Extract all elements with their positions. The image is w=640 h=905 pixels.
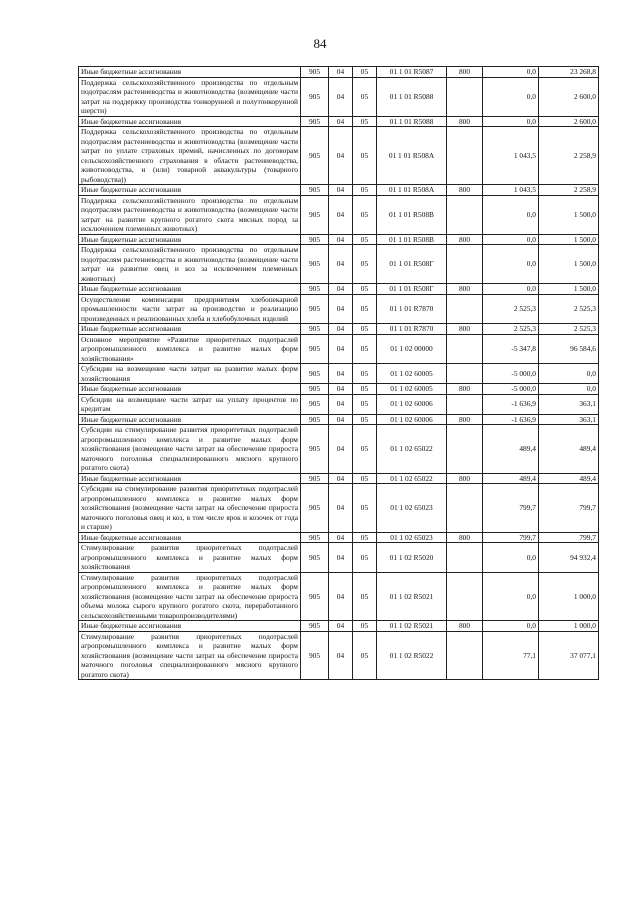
section-code: 04	[329, 245, 353, 284]
subsection-code: 05	[353, 364, 377, 384]
target-article-code: 01 1 02 65023	[377, 484, 447, 533]
ministry-code: 905	[301, 473, 329, 484]
ministry-code: 905	[301, 245, 329, 284]
target-article-code: 01 1 01 R508Г	[377, 245, 447, 284]
ministry-code: 905	[301, 67, 329, 78]
total-amount: 799,7	[539, 484, 599, 533]
ministry-code: 905	[301, 116, 329, 127]
ministry-code: 905	[301, 127, 329, 185]
target-article-code: 01 1 01 R5087	[377, 67, 447, 78]
target-article-code: 01 1 02 R5022	[377, 631, 447, 680]
expense-type-code	[447, 484, 483, 533]
expense-type-code	[447, 543, 483, 573]
expense-type-code: 800	[447, 284, 483, 295]
row-description: Иные бюджетные ассигнования	[79, 185, 301, 196]
section-code: 04	[329, 364, 353, 384]
row-description: Субсидии на возмещение части затрат на уплату процентов по кредитам	[79, 394, 301, 414]
subsection-code: 05	[353, 245, 377, 284]
ministry-code: 905	[301, 621, 329, 632]
total-amount: 2 258,9	[539, 127, 599, 185]
ministry-code: 905	[301, 572, 329, 621]
total-amount: 1 500,0	[539, 234, 599, 245]
expense-type-code	[447, 425, 483, 474]
expense-type-code: 800	[447, 384, 483, 395]
ministry-code: 905	[301, 185, 329, 196]
target-article-code: 01 1 01 R5088	[377, 77, 447, 116]
table-row	[79, 394, 599, 414]
table-row	[79, 185, 599, 196]
section-code: 04	[329, 334, 353, 364]
total-amount: 96 584,6	[539, 334, 599, 364]
subsection-code: 05	[353, 77, 377, 116]
expense-type-code	[447, 77, 483, 116]
table-row	[79, 77, 599, 116]
subsection-code: 05	[353, 334, 377, 364]
target-article-code: 01 1 01 R7870	[377, 294, 447, 324]
change-amount: 0,0	[483, 77, 539, 116]
expense-type-code	[447, 572, 483, 621]
expense-type-code	[447, 127, 483, 185]
row-description: Иные бюджетные ассигнования	[79, 621, 301, 632]
total-amount: 1 000,0	[539, 572, 599, 621]
table-row	[79, 543, 599, 573]
ministry-code: 905	[301, 543, 329, 573]
subsection-code: 05	[353, 67, 377, 78]
ministry-code: 905	[301, 384, 329, 395]
change-amount: 0,0	[483, 543, 539, 573]
total-amount: 37 077,1	[539, 631, 599, 680]
table-row	[79, 324, 599, 335]
row-description: Стимулирование развития приоритетных подотраслей агропромышленного комплекса и развитие малых форм хозяйствования (возмещение части затрат на обеспечение прироста маточного поголовья специализированного мясного крупного рогатого скота)	[79, 631, 301, 680]
table-row	[79, 414, 599, 425]
table-row	[79, 473, 599, 484]
subsection-code: 05	[353, 185, 377, 196]
total-amount: 23 268,8	[539, 67, 599, 78]
change-amount: 0,0	[483, 284, 539, 295]
target-article-code: 01 1 01 R7870	[377, 324, 447, 335]
expense-type-code	[447, 245, 483, 284]
row-description: Иные бюджетные ассигнования	[79, 324, 301, 335]
total-amount: 2 525,3	[539, 324, 599, 335]
section-code: 04	[329, 394, 353, 414]
row-description: Поддержка сельскохозяйственного производства по отдельным подотраслям растениеводства и животноводства (возмещение части затрат на развитие крупного рогатого скота мясных пород за исключением племенных животных)	[79, 195, 301, 234]
subsection-code: 05	[353, 195, 377, 234]
page-number: 84	[313, 36, 327, 51]
subsection-code: 05	[353, 532, 377, 543]
section-code: 04	[329, 621, 353, 632]
total-amount: 0,0	[539, 384, 599, 395]
section-code: 04	[329, 234, 353, 245]
section-code: 04	[329, 116, 353, 127]
change-amount: 1 043,5	[483, 127, 539, 185]
row-description: Иные бюджетные ассигнования	[79, 473, 301, 484]
subsection-code: 05	[353, 414, 377, 425]
expense-type-code: 800	[447, 234, 483, 245]
total-amount: 2 525,3	[539, 294, 599, 324]
ministry-code: 905	[301, 234, 329, 245]
ministry-code: 905	[301, 364, 329, 384]
expense-type-code	[447, 364, 483, 384]
section-code: 04	[329, 284, 353, 295]
expense-type-code: 800	[447, 185, 483, 196]
change-amount: 0,0	[483, 116, 539, 127]
section-code: 04	[329, 127, 353, 185]
total-amount: 2 600,0	[539, 116, 599, 127]
section-code: 04	[329, 185, 353, 196]
change-amount: 489,4	[483, 473, 539, 484]
row-description: Осуществление компенсации предприятиям хлебопекарной промышленности части затрат на производство и реализацию произведенных и реализованных хлеба и хлебобулочных изделий	[79, 294, 301, 324]
target-article-code: 01 1 01 R5088	[377, 116, 447, 127]
section-code: 04	[329, 414, 353, 425]
subsection-code: 05	[353, 284, 377, 295]
total-amount: 1 500,0	[539, 284, 599, 295]
change-amount: 0,0	[483, 621, 539, 632]
table-row	[79, 234, 599, 245]
change-amount: 1 043,5	[483, 185, 539, 196]
row-description: Стимулирование развития приоритетных подотраслей агропромышленного комплекса и развитие малых форм хозяйствования	[79, 543, 301, 573]
section-code: 04	[329, 543, 353, 573]
total-amount: 1 500,0	[539, 245, 599, 284]
ministry-code: 905	[301, 294, 329, 324]
target-article-code: 01 1 01 R508А	[377, 185, 447, 196]
row-description: Иные бюджетные ассигнования	[79, 284, 301, 295]
row-description: Субсидии на возмещение части затрат на развитие малых форм хозяйствования	[79, 364, 301, 384]
section-code: 04	[329, 67, 353, 78]
change-amount: 2 525,3	[483, 294, 539, 324]
ministry-code: 905	[301, 77, 329, 116]
ministry-code: 905	[301, 484, 329, 533]
total-amount: 489,4	[539, 425, 599, 474]
row-description: Иные бюджетные ассигнования	[79, 67, 301, 78]
ministry-code: 905	[301, 532, 329, 543]
change-amount: 0,0	[483, 195, 539, 234]
target-article-code: 01 1 02 60006	[377, 394, 447, 414]
target-article-code: 01 1 02 R5020	[377, 543, 447, 573]
subsection-code: 05	[353, 294, 377, 324]
table-row	[79, 195, 599, 234]
ministry-code: 905	[301, 324, 329, 335]
total-amount: 94 932,4	[539, 543, 599, 573]
table-row	[79, 572, 599, 621]
target-article-code: 01 1 02 60005	[377, 384, 447, 395]
subsection-code: 05	[353, 116, 377, 127]
section-code: 04	[329, 473, 353, 484]
section-code: 04	[329, 294, 353, 324]
target-article-code: 01 1 02 65022	[377, 473, 447, 484]
budget-table	[78, 66, 599, 680]
ministry-code: 905	[301, 425, 329, 474]
change-amount: 0,0	[483, 67, 539, 78]
subsection-code: 05	[353, 234, 377, 245]
expense-type-code	[447, 195, 483, 234]
expense-type-code	[447, 394, 483, 414]
ministry-code: 905	[301, 394, 329, 414]
expense-type-code	[447, 631, 483, 680]
subsection-code: 05	[353, 425, 377, 474]
row-description: Поддержка сельскохозяйственного производства по отдельным подотраслям растениеводства и животноводства (возмещение части затрат по уплате страховых премий, начисленных по договорам сельскохозяйственного страхования в области растениеводства, животноводства, и (или) товарной аквакультуры (товарного рыбоводства))	[79, 127, 301, 185]
table-row	[79, 621, 599, 632]
target-article-code: 01 1 01 R508А	[377, 127, 447, 185]
table-row	[79, 532, 599, 543]
expense-type-code: 800	[447, 621, 483, 632]
section-code: 04	[329, 77, 353, 116]
change-amount: 0,0	[483, 572, 539, 621]
change-amount: 0,0	[483, 245, 539, 284]
section-code: 04	[329, 572, 353, 621]
table-row	[79, 425, 599, 474]
change-amount: 799,7	[483, 484, 539, 533]
subsection-code: 05	[353, 384, 377, 395]
ministry-code: 905	[301, 334, 329, 364]
change-amount: -5 000,0	[483, 364, 539, 384]
change-amount: 489,4	[483, 425, 539, 474]
target-article-code: 01 1 02 R5021	[377, 572, 447, 621]
change-amount: 0,0	[483, 234, 539, 245]
expense-type-code	[447, 294, 483, 324]
target-article-code: 01 1 01 R508В	[377, 195, 447, 234]
ministry-code: 905	[301, 414, 329, 425]
expense-type-code: 800	[447, 414, 483, 425]
target-article-code: 01 1 02 R5021	[377, 621, 447, 632]
target-article-code: 01 1 02 60006	[377, 414, 447, 425]
subsection-code: 05	[353, 484, 377, 533]
change-amount: -5 347,8	[483, 334, 539, 364]
subsection-code: 05	[353, 394, 377, 414]
total-amount: 2 600,0	[539, 77, 599, 116]
expense-type-code: 800	[447, 67, 483, 78]
total-amount: 2 258,9	[539, 185, 599, 196]
section-code: 04	[329, 195, 353, 234]
subsection-code: 05	[353, 631, 377, 680]
total-amount: 363,1	[539, 414, 599, 425]
change-amount: -1 636,9	[483, 394, 539, 414]
row-description: Поддержка сельскохозяйственного производства по отдельным подотраслям растениеводства и животноводства (возмещение части затрат на развитие овец и коз за исключением племенных животных)	[79, 245, 301, 284]
change-amount: 799,7	[483, 532, 539, 543]
table-row	[79, 245, 599, 284]
row-description: Иные бюджетные ассигнования	[79, 414, 301, 425]
row-description: Основное мероприятие «Развитие приоритетных подотраслей агропромышленного комплекса и развитие малых форм хозяйствования»	[79, 334, 301, 364]
table-row	[79, 294, 599, 324]
subsection-code: 05	[353, 324, 377, 335]
target-article-code: 01 1 01 R508В	[377, 234, 447, 245]
row-description: Субсидии на стимулирование развития приоритетных подотраслей агропромышленного комплекса и развитие малых форм хозяйствования (возмещение части затрат на обеспечение прироста маточного поголовья овец и коз, в том числе ярок и козочек от года и старше)	[79, 484, 301, 533]
section-code: 04	[329, 532, 353, 543]
subsection-code: 05	[353, 543, 377, 573]
table-row	[79, 334, 599, 364]
ministry-code: 905	[301, 631, 329, 680]
total-amount: 1 500,0	[539, 195, 599, 234]
subsection-code: 05	[353, 473, 377, 484]
change-amount: -1 636,9	[483, 414, 539, 425]
table-row	[79, 484, 599, 533]
row-description: Стимулирование развития приоритетных подотраслей агропромышленного комплекса и развитие малых форм хозяйствования (возмещение части затрат на обеспечение прироста объема молока сырого крупного рогатого скота, переработанного сельскохозяйственными товаропроизводителями)	[79, 572, 301, 621]
row-description: Иные бюджетные ассигнования	[79, 116, 301, 127]
expense-type-code: 800	[447, 473, 483, 484]
subsection-code: 05	[353, 572, 377, 621]
target-article-code: 01 1 02 60005	[377, 364, 447, 384]
total-amount: 0,0	[539, 364, 599, 384]
target-article-code: 01 1 02 00000	[377, 334, 447, 364]
section-code: 04	[329, 324, 353, 335]
section-code: 04	[329, 425, 353, 474]
expense-type-code: 800	[447, 116, 483, 127]
total-amount: 799,7	[539, 532, 599, 543]
change-amount: 77,1	[483, 631, 539, 680]
row-description: Поддержка сельскохозяйственного производства по отдельным подотраслям растениеводства и животноводства (возмещение части затрат на поддержку производства тонкорунной и полутонкорунной шерсти)	[79, 77, 301, 116]
table-row	[79, 364, 599, 384]
total-amount: 1 000,0	[539, 621, 599, 632]
target-article-code: 01 1 02 65022	[377, 425, 447, 474]
section-code: 04	[329, 631, 353, 680]
row-description: Иные бюджетные ассигнования	[79, 234, 301, 245]
row-description: Субсидии на стимулирование развития приоритетных подотраслей агропромышленного комплекса и развитие малых форм хозяйствования (возмещение части затрат на обеспечение прироста маточного поголовья специализированного мясного крупного рогатого скота)	[79, 425, 301, 474]
total-amount: 363,1	[539, 394, 599, 414]
subsection-code: 05	[353, 127, 377, 185]
section-code: 04	[329, 384, 353, 395]
row-description: Иные бюджетные ассигнования	[79, 384, 301, 395]
subsection-code: 05	[353, 621, 377, 632]
ministry-code: 905	[301, 284, 329, 295]
expense-type-code: 800	[447, 532, 483, 543]
total-amount: 489,4	[539, 473, 599, 484]
table-row	[79, 127, 599, 185]
row-description: Иные бюджетные ассигнования	[79, 532, 301, 543]
change-amount: 2 525,3	[483, 324, 539, 335]
table-row	[79, 631, 599, 680]
ministry-code: 905	[301, 195, 329, 234]
expense-type-code	[447, 334, 483, 364]
expense-type-code: 800	[447, 324, 483, 335]
table-row	[79, 384, 599, 395]
table-row	[79, 67, 599, 78]
section-code: 04	[329, 484, 353, 533]
target-article-code: 01 1 02 65023	[377, 532, 447, 543]
change-amount: -5 000,0	[483, 384, 539, 395]
table-row	[79, 116, 599, 127]
target-article-code: 01 1 01 R508Г	[377, 284, 447, 295]
table-row	[79, 284, 599, 295]
